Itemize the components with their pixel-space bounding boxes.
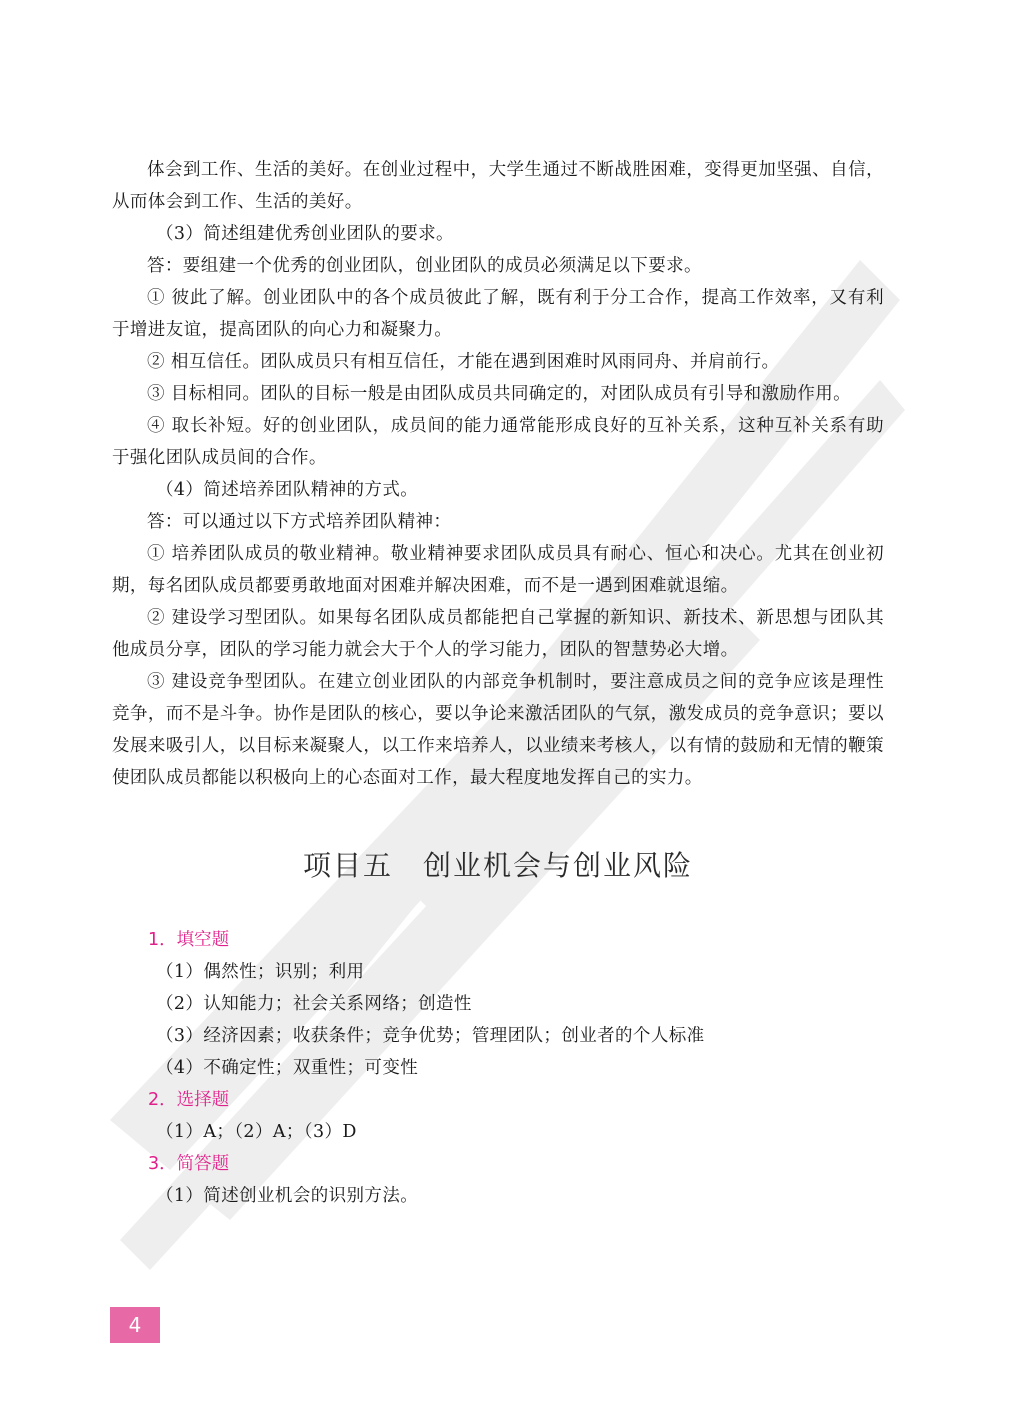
paragraph: 体会到工作、生活的美好。在创业过程中，大学生通过不断战胜困难，变得更加坚强、自信，从而体会到工作、生活的美好。	[112, 160, 884, 212]
paragraph: ③ 目标相同。团队的目标一般是由团队成员共同确定的，对团队成员有引导和激励作用。	[147, 384, 852, 404]
short-answer-heading: 3．简答题	[148, 1154, 230, 1174]
question-line: （4）简述培养团队精神的方式。	[156, 480, 419, 500]
paragraph: ① 彼此了解。创业团队中的各个成员彼此了解，既有利于分工合作，提高工作效率，又有利于增进友谊，提高团队的向心力和凝聚力。	[112, 288, 884, 340]
paragraph: ② 相互信任。团队成员只有相互信任，才能在遇到困难时风雨同舟、并肩前行。	[147, 352, 780, 372]
answer-paragraphs	[112, 154, 884, 794]
choice-heading: 2．选择题	[148, 1090, 230, 1110]
page-number-badge: 4	[110, 1307, 160, 1343]
fill-blank-heading: 1．填空题	[148, 930, 230, 950]
answer-item: （1）偶然性；识别；利用	[156, 962, 365, 982]
answer-item: （1）A；（2）A；（3）D	[156, 1122, 357, 1142]
answer-item: （2）认知能力；社会关系网络；创造性	[156, 994, 472, 1014]
page-content	[112, 154, 884, 1212]
paragraph: ① 培养团队成员的敬业精神。敬业精神要求团队成员具有耐心、恒心和决心。尤其在创业初期，每名团队成员都要勇敢地面对困难并解决困难，而不是一遇到困难就退缩。	[112, 544, 884, 596]
answer-item: （4）不确定性；双重性；可变性	[156, 1058, 419, 1078]
paragraph: ④ 取长补短。好的创业团队，成员间的能力通常能形成良好的互补关系，这种互补关系有助于强化团队成员间的合作。	[112, 416, 884, 468]
question-line: （3）简述组建优秀创业团队的要求。	[156, 224, 454, 244]
paragraph: ③ 建设竞争型团队。在建立创业团队的内部竞争机制时，要注意成员之间的竞争应该是理性竞争，而不是斗争。协作是团队的核心，要以争论来激活团队的气氛，激发成员的竞争意识；要以发展来吸引人，以目标来凝聚人，以工作来培养人，以业绩来考核人，以有情的鼓励和无情的鞭策使团队成员都能以积极向上的心态面对工作，最大程度地发挥自己的实力。	[112, 672, 884, 788]
paragraph: 答：可以通过以下方式培养团队精神：	[147, 512, 452, 532]
question-line: （1）简述创业机会的识别方法。	[156, 1186, 419, 1206]
paragraph: 答：要组建一个优秀的创业团队，创业团队的成员必须满足以下要求。	[147, 256, 702, 276]
answer-item: （3）经济因素；收获条件；竞争优势；管理团队；创业者的个人标准	[156, 1026, 705, 1046]
paragraph: ② 建设学习型团队。如果每名团队成员都能把自己掌握的新知识、新技术、新思想与团队其他成员分享，团队的学习能力就会大于个人的学习能力，团队的智慧势必大增。	[112, 608, 884, 660]
section-title: 项目五 创业机会与创业风险	[302, 849, 693, 882]
